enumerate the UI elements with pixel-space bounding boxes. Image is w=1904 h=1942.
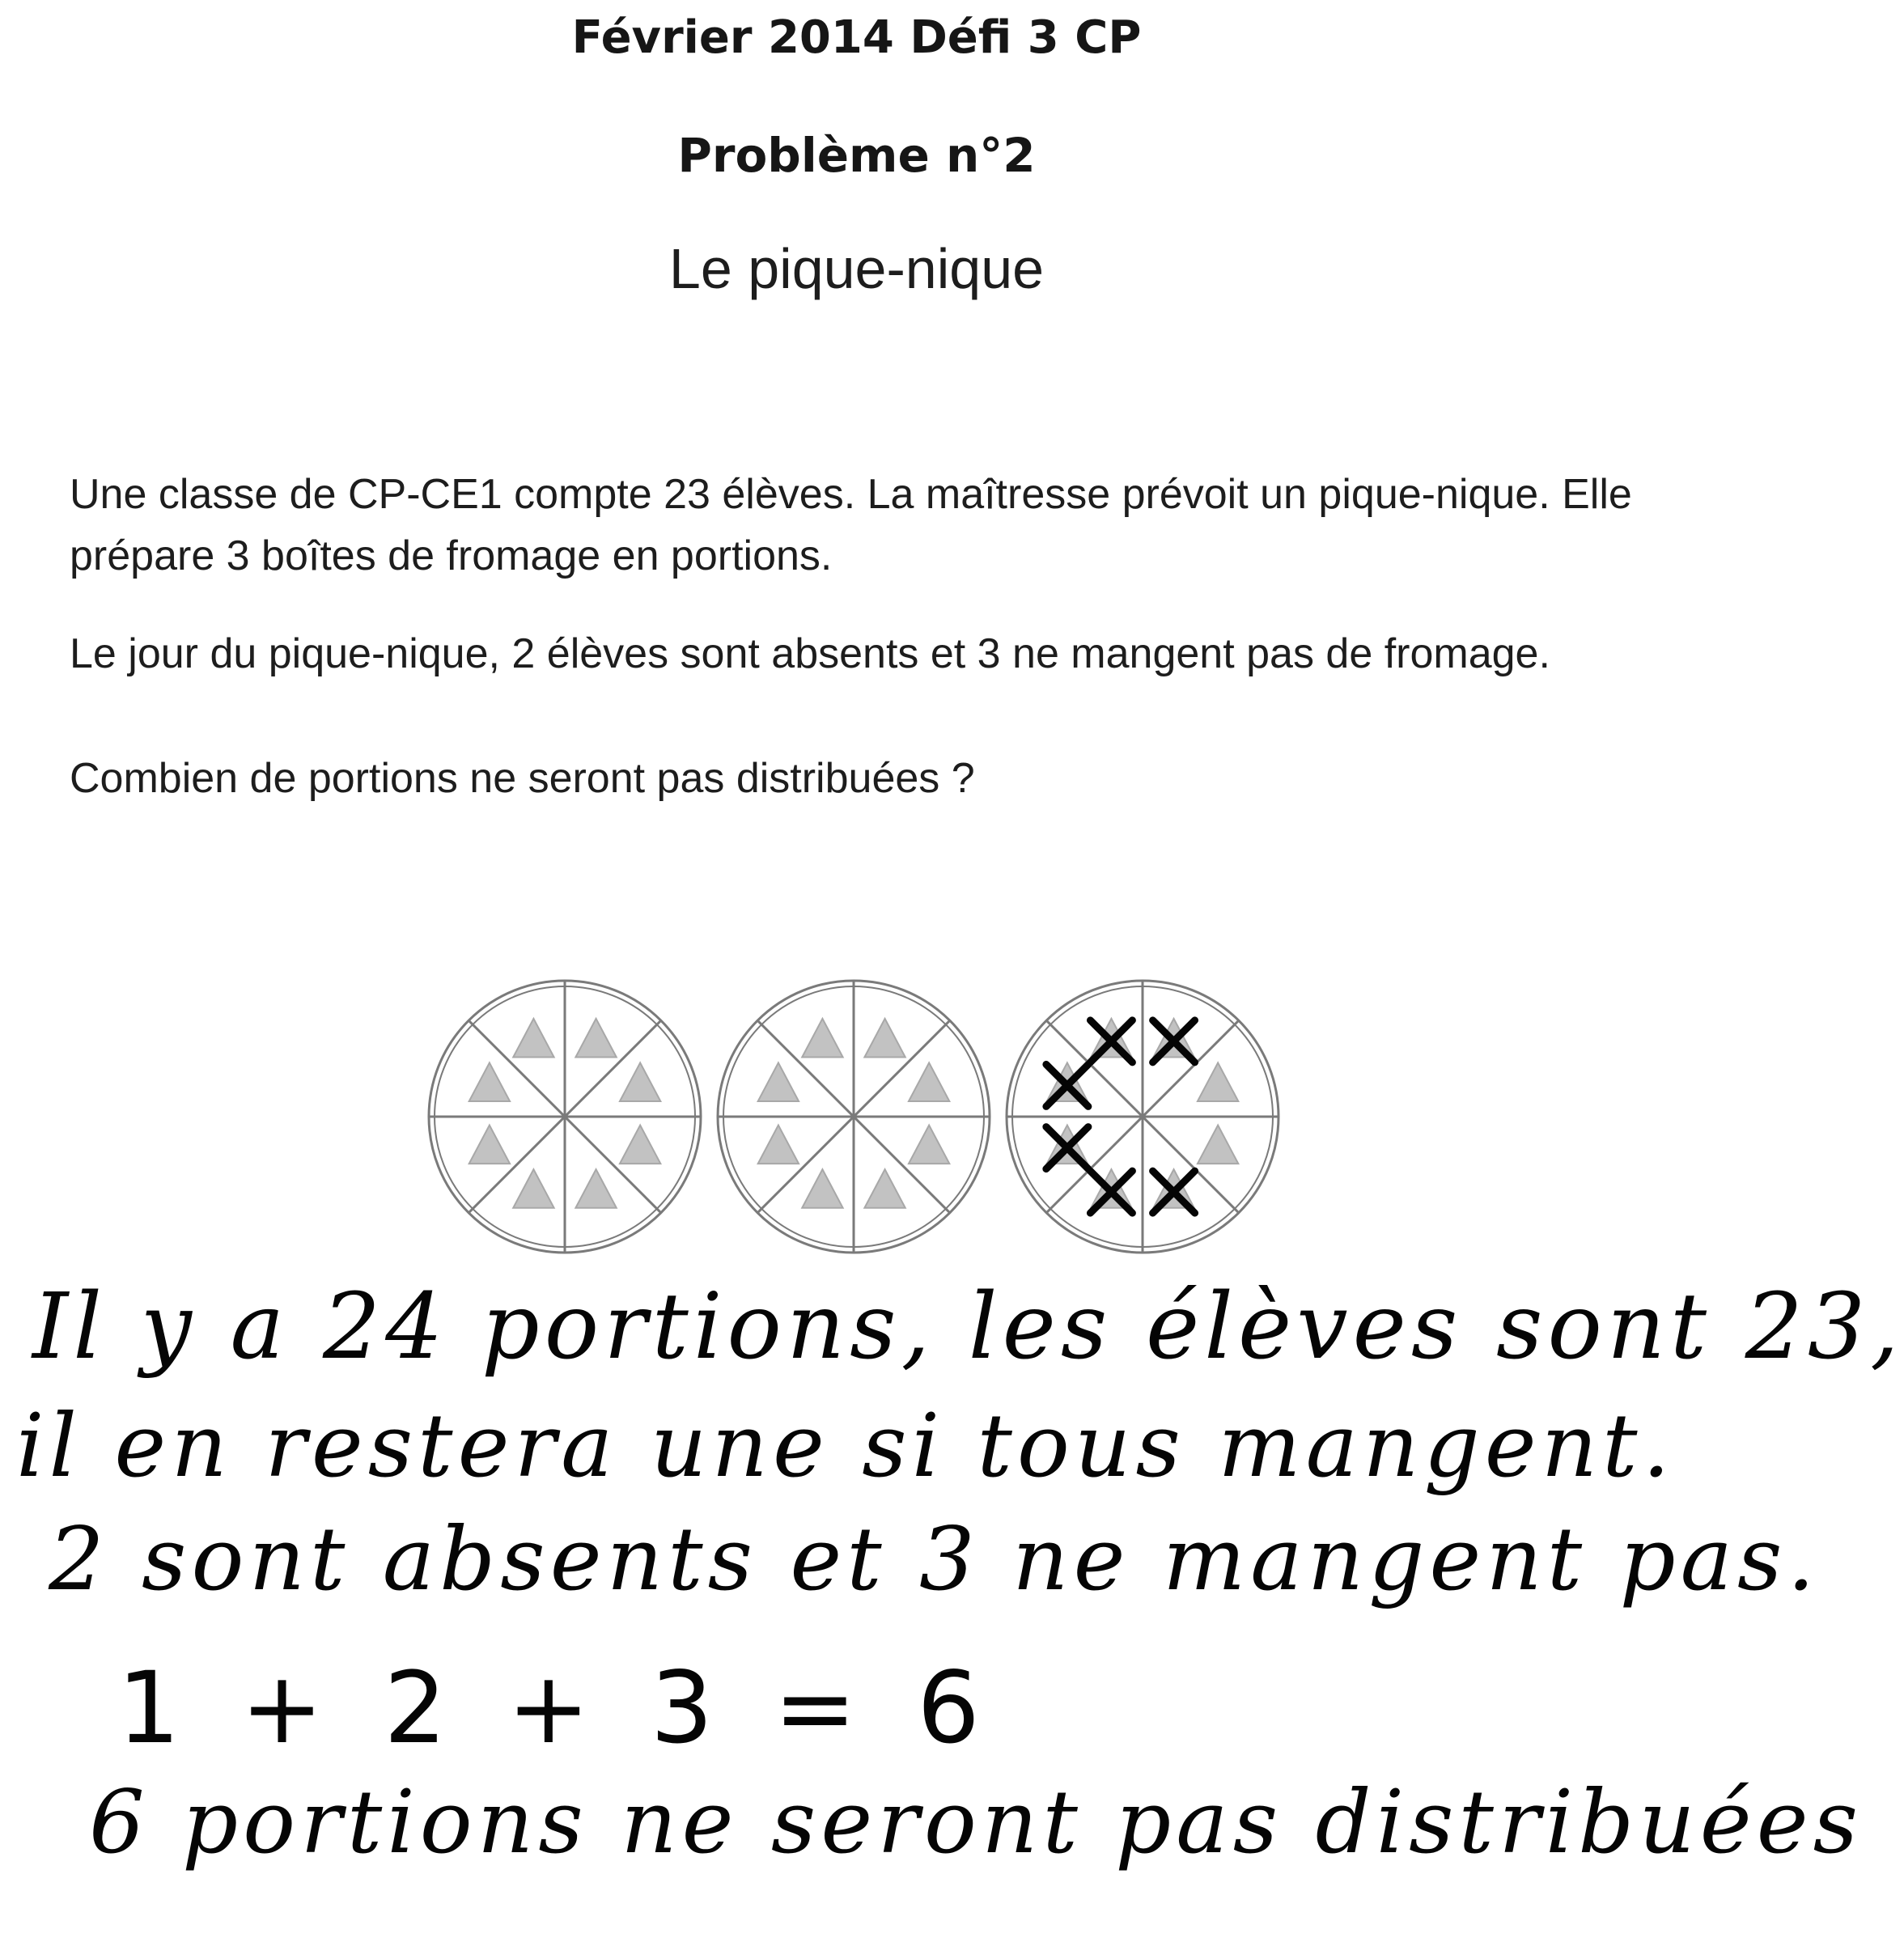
handwritten-line-2: il en restera une si tous mangent. [16,1396,1675,1497]
cheese-portion-icon [469,1062,510,1101]
cheese-portion-icon [909,1062,949,1101]
problem-number: Problème n°2 [677,128,1036,183]
cheese-portion-icon [1198,1126,1238,1164]
cheese-portion-icon [758,1062,799,1101]
handwritten-line-3: 2 sont absents et 3 ne mangent pas. [49,1509,1820,1610]
handwritten-equation: 1 + 2 + 3 = 6 [117,1651,994,1766]
cheese-portion-icon [1198,1062,1238,1101]
worksheet-date-header: Février 2014 Défi 3 CP [571,11,1142,64]
cheese-box [429,981,701,1253]
problem-statement-2: Le jour du pique-nique, 2 élèves sont absents et 3 ne mangent pas de fromage. [70,630,1550,677]
handwritten-line-1: Il y a 24 portions, les élèves sont 23, [32,1274,1904,1380]
cheese-portion-icon [758,1126,799,1164]
cheese-portion-icon [620,1126,660,1164]
problem-statement-1: Une classe de CP-CE1 compte 23 élèves. La maîtresse prévoit un pique-nique. Elle prépare 3 boîtes de fromage en portions. [70,471,1632,579]
cheese-portion-icon [620,1062,660,1101]
cheese-portion-icon [575,1019,616,1058]
cheese-portion-icon [864,1019,905,1058]
handwritten-conclusion: 6 portions ne seront pas distribuées [89,1772,1864,1873]
cheese-box [718,981,990,1253]
cheese-portion-icon [513,1019,553,1058]
cheese-portion-icon [909,1126,949,1164]
cheese-portion-icon [802,1019,842,1058]
problem-title: Le pique-nique [668,237,1045,300]
cheese-portion-icon [802,1169,842,1208]
cheese-portion-icon [864,1169,905,1208]
cheese-portion-icon [469,1126,510,1164]
cheese-box [1007,981,1279,1253]
cheese-portion-icon [575,1169,616,1208]
problem-question: Combien de portions ne seront pas distribuées ? [70,755,975,802]
cheese-boxes-illustration [421,971,1303,1262]
cheese-portion-icon [513,1169,553,1208]
